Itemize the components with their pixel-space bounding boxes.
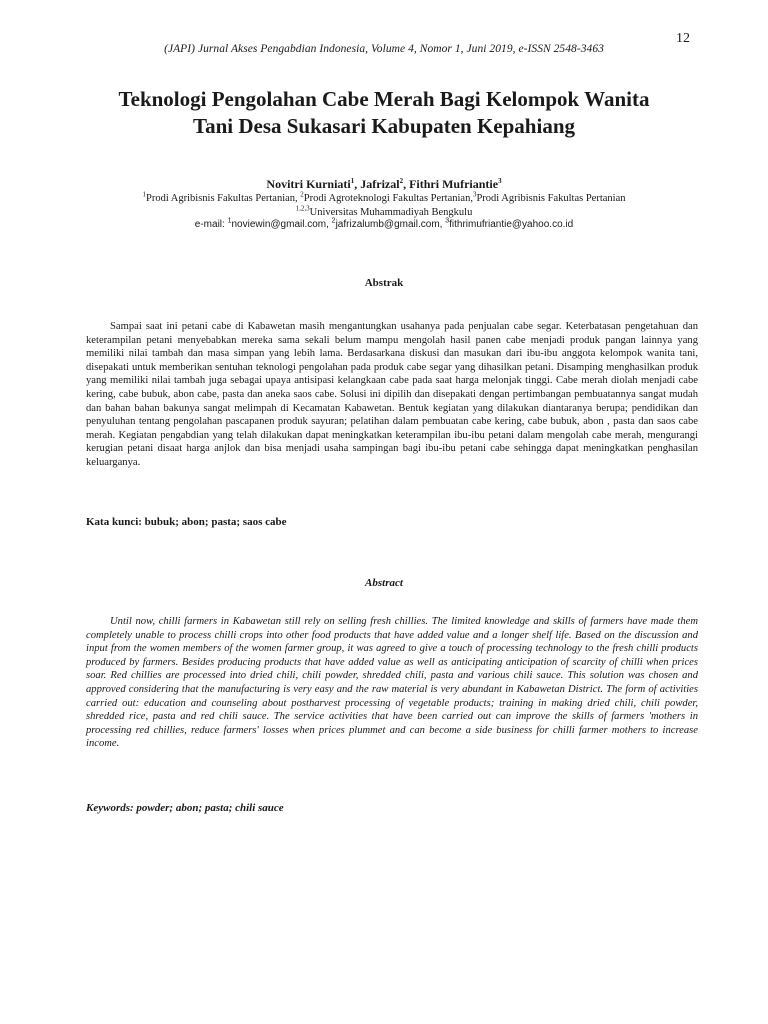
abstract-body: Until now, chilli farmers in Kabawetan still rely on selling fresh chillies. The limited knowledge and skills of farmers have made them completely unable to process chilli crops into other food products that have added value and a longer shelf life. Based on the discussion and input from the women members of the women farmer group, it was agreed to give a touch of processing technology to the fresh chilli products produced by farmers. Besides producing products that have added value as well as anticipating anticipation of scarcity of chilli when prices soar. Red chillies are processed into dried chili, chili powder, shredded chili, pasta and various chili sauce. This solution was chosen and approved considering that the manufacturing is very easy and the raw material is very abundant in Kabawetan District. The form of activities carried out: education and counseling about postharvest processing of vegetable products; training in making dried chili, chili powder, shredded rice, pasta and red chili sauce. The service activities that have been carried out can improve the skills of farmers 'mothers in processing red chillies, reduce farmers' losses when prices plummet and can become a side business for chilli farmer mothers to increase income. [86, 616, 698, 750]
email-prefix: e-mail: [194, 219, 228, 230]
email-mark: 2 [331, 217, 336, 225]
author-name: Novitri Kurniati [266, 177, 351, 191]
author-mark: 2 [399, 177, 404, 185]
email-address[interactable]: fithrimufriantie@yahoo.co.id [449, 219, 574, 230]
author-separator: , [403, 177, 410, 191]
author-mark: 3 [498, 177, 502, 185]
author-name: Jafrizal [360, 177, 400, 191]
affiliation-text: Prodi Agribisnis Fakultas Pertanian [476, 193, 626, 204]
keywords-en: Keywords: powder; abon; pasta; chili sauce [86, 802, 284, 814]
email-address[interactable]: noviewin@gmail.com, [231, 219, 332, 230]
author-mark: 1 [350, 177, 355, 185]
author-separator: , [354, 177, 361, 191]
author-name: Fithri Mufriantie [409, 177, 499, 191]
affiliation-mark: 1,2,3 [295, 204, 310, 212]
abstrak-heading: Abstrak [364, 277, 404, 289]
abstrak-body: Sampai saat ini petani cabe di Kabawetan masih mengantungkan usahanya pada penjualan cabe segar. Keterbatasan pengetahuan dan keterampilan petani menyebabkan mereka sama sekali belum mampu mengolah hasil panen cabe menjadi produk pangan lainnya yang memiliki nilai tambah dan masa simpan yang lebih lama. Berdasarkana diskusi dan masukan dari ibu-ibu anggota kelompok wanita tani, disepakati untuk memberikan sentuhan teknologi pengolahan pada produk cabe segar yang dihasilkan petani. Disamping menghasilkan produk yang memiliki nilai tambah juga sebagai upaya antisipasi kelangkaan cabe pada saat harga melonjak tinggi. Cabe merah diolah menjadi cabe kering, cabe bubuk, abon cabe, pasta dan aneka saos cabe. Solusi ini dipilih dan disepakati dengan pertimbangan pembuatannya sangat mudah dan bahan bahan bakunya sangat melimpah di Kecamatan Kabawetan. Bentuk kegiatan yang dilakukan diantaranya berupa; pendidikan dan penyuluhan tentang pengolahan pascapanen produk sayuran; pelatihan dalam pembuatan cabe kering, cabe bubuk, abon , pasta dan saos cabe merah. Kegiatan pengabdian yang telah dilakukan dapat meningkatkan keterampilan ibu-ibu petani dalam mengolah cabe merah, mengurangi kerugian petani disaat harga anjlok dan bisa menjadi usaha sampingan bagi ibu-ibu petani cabe sehingga dapat meningkatkan penghasilan keluarganya. [86, 321, 698, 468]
title-line: Tani Desa Sukasari Kabupaten Kepahiang [192, 114, 575, 138]
abstract-heading: Abstract [365, 577, 403, 589]
affiliation-line [60, 192, 708, 206]
kata-kunci: Kata kunci: bubuk; abon; pasta; saos cabe [86, 516, 287, 528]
affiliation-mark: 2 [300, 190, 304, 199]
article-title [70, 86, 698, 140]
affiliations [60, 192, 708, 219]
affiliation-text: Prodi Agroteknologi Fakultas Pertanian, [303, 193, 473, 204]
affiliation-text: Prodi Agribisnis Fakultas Pertanian, [146, 193, 301, 204]
running-header: (JAPI) Jurnal Akses Pengabdian Indonesia, Volume 4, Nomor 1, Juni 2019, e-ISSN 2548-3463 [164, 43, 604, 55]
university-name: Universitas Muhammadiyah Bengkulu [309, 206, 473, 218]
email-address[interactable]: jafrizalumb@gmail.com, [335, 219, 446, 230]
page-number: 12 [676, 31, 690, 46]
author-list [84, 177, 684, 192]
affiliation-mark: 1 [142, 190, 146, 199]
affiliation-line [60, 206, 708, 220]
email-mark: 3 [445, 217, 450, 225]
title-line: Teknologi Pengolahan Cabe Merah Bagi Kelompok Wanita [118, 87, 650, 111]
affiliation-mark: 3 [472, 190, 477, 199]
email-mark: 1 [227, 217, 232, 225]
email-line [84, 219, 684, 230]
